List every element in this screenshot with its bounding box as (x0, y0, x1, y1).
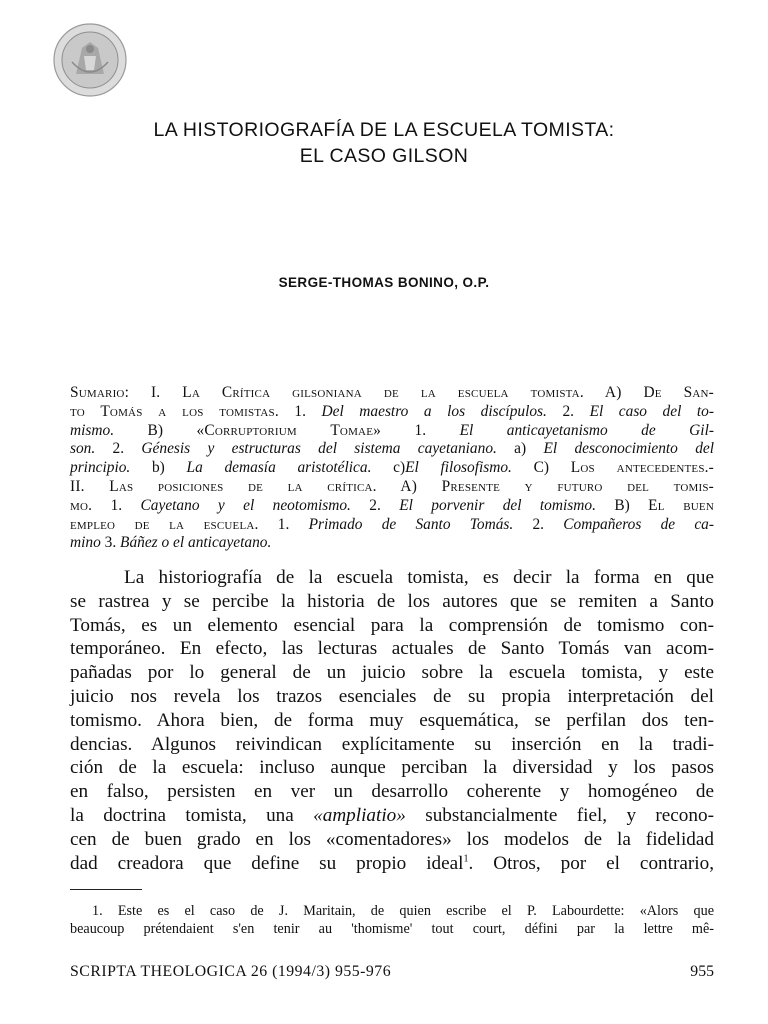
footnote-line: beaucoup prétendaient s'en tenir au 'thomisme' tout court, défini par la lettre mê- (70, 921, 714, 937)
summary-text: 2. (95, 440, 142, 458)
summary-text: 1. (278, 402, 322, 420)
body-line: dencias. Algunos reivindican explícitamente su inserción en la tradi- (70, 733, 714, 755)
title-line-2: EL CASO GILSON (299, 145, 469, 167)
body-line: pañadas por lo general de un juicio sobre la escuela tomista, y este (70, 662, 714, 684)
summary-text: B) (595, 496, 649, 514)
summary-text: to Tomás a los tomistas. (70, 402, 279, 420)
summary-text: 2. (513, 515, 564, 533)
body-line: La historiografía de la escuela tomista, es decir la forma en que (124, 567, 714, 588)
summary-line (70, 497, 714, 516)
article-title (0, 117, 768, 169)
summary-italic: Génesis y estructuras del sistema cayetaniano. (141, 440, 497, 458)
body-text: la doctrina tomista, una (70, 804, 314, 826)
summary-line (70, 516, 714, 535)
running-footer (70, 963, 714, 981)
summary-text: mo. (70, 496, 93, 514)
footnote-line: 1. Este es el caso de J. Maritain, de quien escribe el P. Labourdette: «Alors que (92, 903, 714, 919)
summary-line (70, 422, 714, 441)
summary-line (70, 459, 714, 478)
body-line: cen de buen grado en los «comentadores» los modelos de la fidelidad (70, 828, 714, 850)
summary-italic: mino (70, 534, 101, 552)
summary-italic: Primado de Santo Tomás. (308, 515, 514, 533)
summary-text: «Corruptorium Tomae» (196, 421, 382, 439)
summary-text: II. Las posiciones de la crítica. A) Presente y futuro del tomis- (70, 477, 714, 495)
summary-line (70, 440, 714, 459)
summary-line (70, 384, 714, 403)
summary-italic: El anticayetanismo de Gil- (459, 421, 714, 439)
summary-text: El buen (648, 496, 714, 514)
summary-text: 1. (92, 496, 141, 514)
summary-text: 3. (100, 534, 121, 552)
summary-text: empleo de la escuela. (70, 515, 259, 533)
body-text: dad creadora que define su propio ideal (70, 852, 464, 874)
body-line: tomismo. Ahora bien, de forma muy esquemática, se perfilan dos ten- (70, 709, 714, 731)
university-seal-icon (52, 22, 128, 98)
body-line: en falso, persisten en ver un desarrollo coherente y homogéneo de (70, 781, 714, 803)
body-paragraph (70, 566, 714, 875)
summary-italic: Del maestro a los discípulos. (321, 402, 547, 420)
summary-italic: mismo. (70, 421, 115, 439)
summary-text: 1. (381, 421, 460, 439)
body-text: substancialmente fiel, y recono- (405, 804, 714, 826)
title-line-1: LA HISTORIOGRAFÍA DE LA ESCUELA TOMISTA: (153, 119, 615, 141)
summary-line (70, 534, 714, 553)
journal-citation: SCRIPTA THEOLOGICA 26 (1994/3) 955-976 (70, 963, 392, 980)
summary-italic: El desconocimiento del (543, 440, 714, 458)
summary-italic: Báñez o el anticayetano. (120, 534, 272, 552)
body-line: se rastrea y se percibe la historia de los autores que se remiten a Santo (70, 590, 714, 612)
summary-text: a) (496, 440, 544, 458)
summary-block (70, 384, 714, 553)
summary-italic: El caso del to- (589, 402, 714, 420)
summary-italic: El filosofismo. (405, 459, 512, 477)
body-line (70, 804, 714, 828)
summary-line (70, 478, 714, 497)
body-italic: «ampliatio» (313, 804, 406, 826)
summary-text: Los antecedentes.- (570, 459, 715, 477)
summary-text: Sumario: I. La Crítica gilsoniana de la escuela tomista. A) De San- (70, 384, 714, 401)
footnote-separator (70, 889, 142, 890)
summary-text: C) (511, 459, 571, 477)
body-line: temporáneo. En efecto, las lecturas actuales de Santo Tomás van acom- (70, 638, 714, 660)
body-line: Tomás, es un elemento esencial para la comprensión de tomismo con- (70, 614, 714, 636)
summary-italic: La demasía aristotélica. (186, 459, 372, 477)
author-name: SERGE-THOMAS BONINO, O.P. (278, 275, 490, 290)
summary-italic: Compañeros de ca- (563, 515, 714, 533)
summary-italic: El porvenir del tomismo. (399, 496, 596, 514)
summary-italic: principio. (70, 459, 131, 477)
summary-italic: son. (70, 440, 96, 458)
summary-text: B) (114, 421, 197, 439)
summary-text: c) (371, 459, 406, 477)
summary-line (70, 403, 714, 422)
summary-italic: Cayetano y el neotomismo. (140, 496, 351, 514)
footnote (70, 902, 714, 938)
body-line: juicio nos revela los trazos esenciales de su propia interpretación del (70, 685, 714, 707)
summary-text: 2. (350, 496, 400, 514)
summary-text: b) (130, 459, 187, 477)
body-line (70, 852, 714, 876)
body-line: ción de la escuela: incluso aunque perciban la diversidad y los pasos (70, 757, 714, 779)
footnote-marker[interactable]: 1 (463, 853, 469, 865)
body-text: . Otros, por el contrario, (468, 852, 714, 874)
summary-text: 1. (258, 515, 309, 533)
page-number: 955 (690, 963, 714, 980)
summary-text: 2. (546, 402, 590, 420)
